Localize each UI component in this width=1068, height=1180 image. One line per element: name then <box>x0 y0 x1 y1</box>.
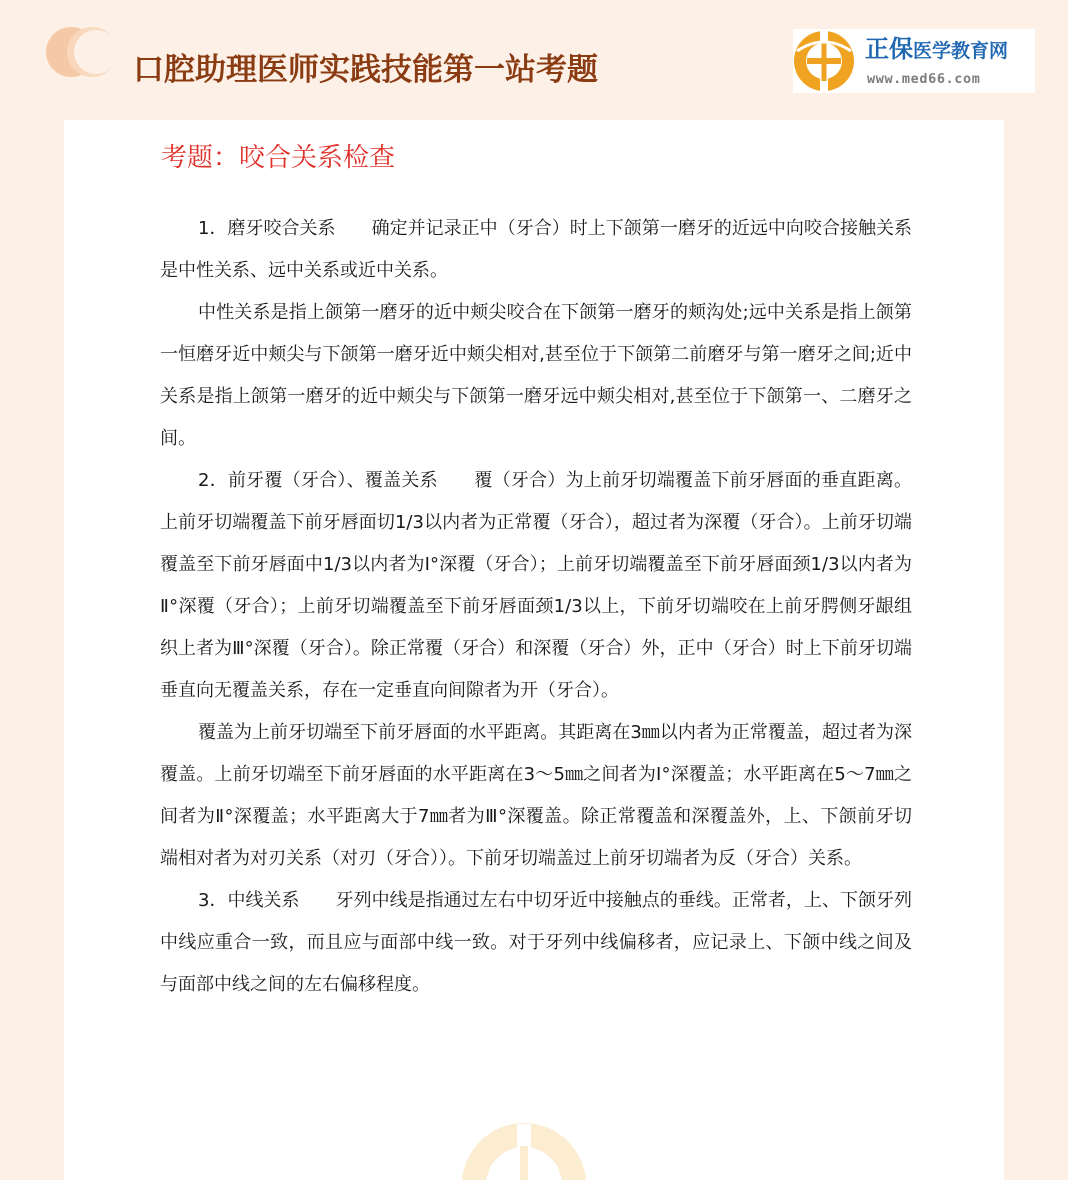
logo-name <box>865 35 1008 66</box>
brand-logo[interactable] <box>793 29 1035 93</box>
paragraph-overbite: 2．前牙覆（牙合）、覆盖关系 覆（牙合）为上前牙切端覆盖下前牙唇面的垂直距离。上前牙切端覆盖下前牙唇面切1/3以内者为正常覆（牙合），超过者为深覆（牙合）。上前牙切端覆盖至下前牙唇面中1/3以内者为Ⅰ°深覆（牙合）；上前牙切端覆盖至下前牙唇面颈1/3以内者为Ⅱ°深覆（牙合）；上前牙切端覆盖至下前牙唇面颈1/3以上，下前牙切端咬在上前牙腭侧牙龈组织上者为Ⅲ°深覆（牙合）。除正常覆（牙合）和深覆（牙合）外，正中（牙合）时上下前牙切端垂直向无覆盖关系，存在一定垂直向间隙者为开（牙合）。 <box>160 470 912 701</box>
logo-url: www.med66.com <box>867 71 981 87</box>
paragraph-molar-definitions: 中性关系是指上颌第一磨牙的近中颊尖咬合在下颌第一磨牙的颊沟处;远中关系是指上颌第一恒磨牙近中颊尖与下颌第一磨牙近中颊尖相对,甚至位于下颌第二前磨牙与第一磨牙之间;近中关系是指上颌第一磨牙的近中颊尖与下颌第一磨牙远中颊尖相对,甚至位于下颌第一、二磨牙之间。 <box>160 302 912 449</box>
paragraph-midline: 3．中线关系 牙列中线是指通过左右中切牙近中接触点的垂线。正常者，上、下颌牙列中线应重合一致，而且应与面部中线一致。对于牙列中线偏移者，应记录上、下颌中线之间及与面部中线之间的左右偏移程度。 <box>160 890 912 995</box>
content-panel <box>64 120 1004 1180</box>
page-title: 口腔助理医师实践技能第一站考题 <box>133 52 598 88</box>
body-text <box>160 208 912 1006</box>
paragraph-molar-relation: 1．磨牙咬合关系 确定并记录正中（牙合）时上下颌第一磨牙的近远中向咬合接触关系是中性关系、远中关系或近中关系。 <box>160 218 912 281</box>
section-heading: 考题：咬合关系检查 <box>161 143 396 173</box>
watermark-logo-icon <box>459 1120 589 1180</box>
logo-name-secondary: 医学教育网 <box>913 40 1009 62</box>
logo-name-primary: 正保 <box>865 35 913 63</box>
paragraph-overjet: 覆盖为上前牙切端至下前牙唇面的水平距离。其距离在3㎜以内者为正常覆盖，超过者为深覆盖。上前牙切端至下前牙唇面的水平距离在3～5㎜之间者为Ⅰ°深覆盖；水平距离在5～7㎜之间者为Ⅱ°深覆盖；水平距离大于7㎜者为Ⅲ°深覆盖。除正常覆盖和深覆盖外，上、下颌前牙切端相对者为对刃关系（对刃（牙合））。下前牙切端盖过上前牙切端者为反（牙合）关系。 <box>160 722 912 869</box>
decorative-circles-icon <box>44 26 124 78</box>
page-header <box>0 0 1068 118</box>
logo-mark-icon <box>793 29 859 93</box>
